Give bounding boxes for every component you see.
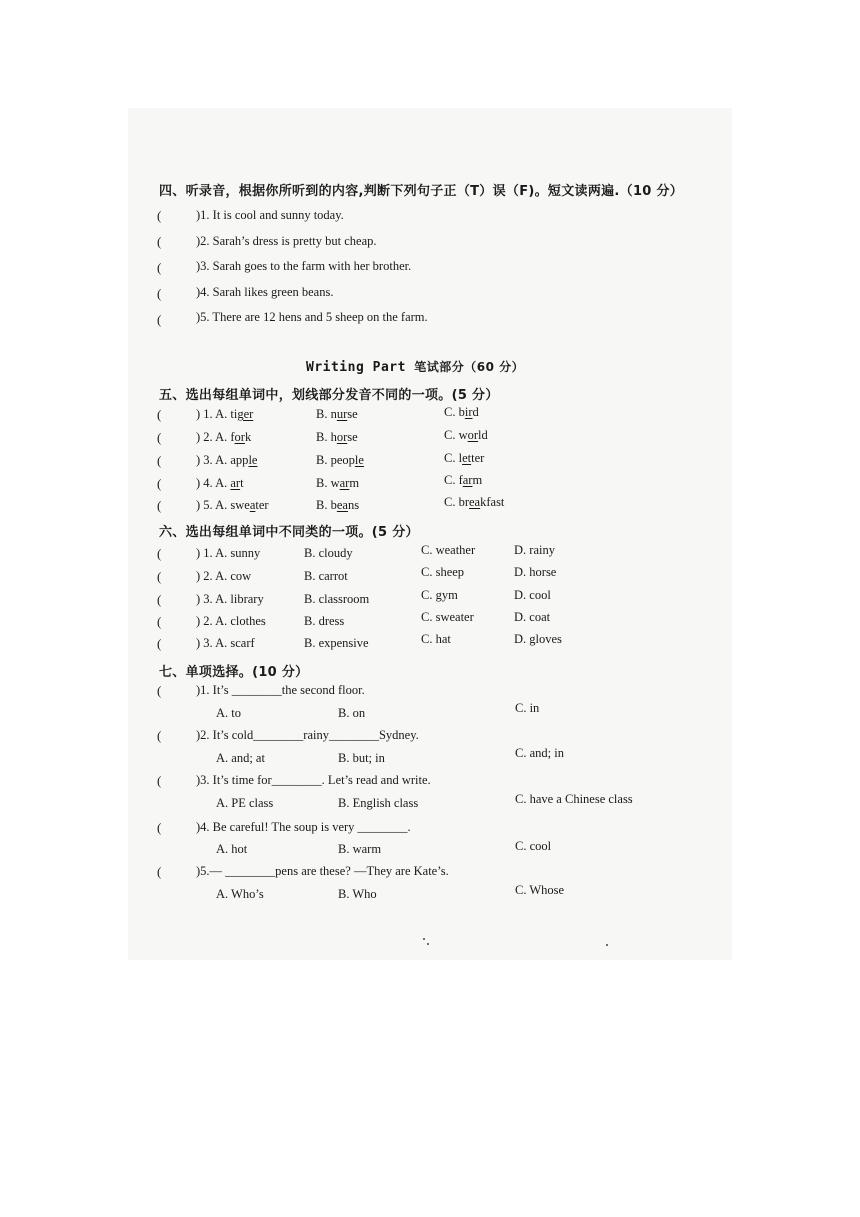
answer-paren: (: [157, 260, 162, 275]
word-part: kfast: [480, 495, 505, 509]
word-part: swe: [230, 498, 250, 512]
answer-paren: (: [157, 773, 162, 788]
option-b: B. on: [338, 706, 366, 720]
scan-speck: [427, 943, 429, 945]
word-part: ld: [478, 428, 488, 442]
option-b: B. Who: [338, 887, 377, 901]
word-part: C. br: [444, 495, 469, 509]
word-part: t: [240, 476, 244, 490]
item-number: ) 1. A.: [196, 407, 231, 421]
writing-part-en: Writing Part: [306, 360, 406, 375]
answer-paren: (: [157, 614, 162, 629]
word-part: ti: [230, 407, 238, 421]
option-b: B. cloudy: [304, 546, 353, 560]
question-4-5: )5. There are 12 hens and 5 sheep on the farm.: [196, 310, 428, 324]
option-c: [444, 473, 482, 488]
answer-paren: (: [157, 636, 162, 651]
word-part: C. f: [444, 473, 463, 487]
question-text: )5.— ________pens are these? —They are Kate’s.: [196, 864, 449, 878]
question-text: )3. It’s time for________. Let’s read and write.: [196, 773, 431, 787]
option-a: [196, 453, 257, 468]
word-part: B. peop: [316, 453, 355, 467]
answer-paren: (: [157, 683, 162, 698]
option-c: C. Whose: [515, 883, 565, 897]
underlined-part: ea: [336, 498, 348, 512]
option-b: [316, 476, 359, 491]
option-a: [196, 476, 244, 491]
option-b: B. English class: [338, 796, 419, 810]
word-part: app: [230, 453, 249, 467]
option-d: D. rainy: [514, 543, 555, 557]
option-a: ) 3. A. library: [196, 592, 264, 606]
section7-heading: 七、单项选择。(10 分）: [159, 665, 309, 680]
option-a: ) 1. A. sunny: [196, 546, 261, 560]
word-part: ter: [471, 451, 485, 465]
writing-part-cn: 笔试部分（60 分）: [414, 360, 525, 374]
answer-paren: (: [157, 728, 162, 743]
word-part: k: [244, 430, 252, 444]
option-c: [444, 451, 484, 466]
question-4-2: )2. Sarah’s dress is pretty but cheap.: [196, 234, 377, 248]
option-b: [316, 430, 358, 445]
underlined-part: ur: [336, 407, 348, 421]
word-part: B. h: [316, 430, 337, 444]
word-part: B. b: [316, 498, 337, 512]
option-c: [444, 495, 504, 510]
underlined-part: ar: [462, 473, 473, 487]
answer-paren: (: [157, 592, 162, 607]
answer-paren: (: [157, 407, 162, 422]
scan-speck: [423, 938, 425, 940]
word-part: m: [349, 476, 360, 490]
underlined-part: or: [336, 430, 348, 444]
option-a: [196, 407, 253, 422]
section4-heading: 四、听录音，根据你所听到的内容,判断下列句子正（T）误（F)。短文读两遍.（10 分）: [159, 184, 684, 199]
option-d: D. cool: [514, 588, 551, 602]
question-text: )1. It’s ________the second floor.: [196, 683, 365, 697]
option-c: C. sweater: [421, 610, 474, 624]
word-part: C. b: [444, 405, 465, 419]
option-b: [316, 453, 364, 468]
underlined-part: ea: [469, 495, 481, 509]
word-part: C. w: [444, 428, 468, 442]
option-c: [444, 428, 488, 443]
underlined-part: ar: [230, 476, 241, 490]
word-part: B. n: [316, 407, 337, 421]
underlined-part: le: [248, 453, 258, 467]
word-part: f: [230, 430, 235, 444]
question-4-1: )1. It is cool and sunny today.: [196, 208, 344, 222]
option-a: [196, 498, 269, 513]
answer-paren: (: [157, 453, 162, 468]
question-4-4: )4. Sarah likes green beans.: [196, 285, 334, 299]
item-number: ) 5. A.: [196, 498, 231, 512]
option-a: ) 2. A. cow: [196, 569, 252, 583]
option-a: ) 3. A. scarf: [196, 636, 255, 650]
underlined-part: le: [354, 453, 364, 467]
section6-heading: 六、选出每组单词中不同类的一项。(5 分）: [159, 525, 419, 540]
option-a: [196, 430, 251, 445]
answer-paren: (: [157, 208, 162, 223]
option-d: D. gloves: [514, 632, 562, 646]
scan-speck: [606, 944, 608, 946]
option-c: C. hat: [421, 632, 451, 646]
answer-paren: (: [157, 546, 162, 561]
section5-heading: 五、选出每组单词中，划线部分发音不同的一项。(5 分）: [159, 388, 499, 403]
word-part: m: [472, 473, 483, 487]
question-4-3: )3. Sarah goes to the farm with her brother.: [196, 259, 412, 273]
option-c: C. and; in: [515, 746, 564, 760]
option-b: B. but; in: [338, 751, 385, 765]
answer-paren: (: [157, 569, 162, 584]
word-part: C. l: [444, 451, 463, 465]
underlined-part: ger: [237, 407, 254, 421]
option-b: [316, 407, 358, 422]
word-part: ns: [347, 498, 360, 512]
option-a: ) 2. A. clothes: [196, 614, 266, 628]
option-c: C. sheep: [421, 565, 465, 579]
item-number: ) 2. A.: [196, 430, 231, 444]
answer-paren: (: [157, 234, 162, 249]
question-text: )4. Be careful! The soup is very ________.: [196, 820, 411, 834]
answer-paren: (: [157, 820, 162, 835]
underlined-part: ir: [464, 405, 473, 419]
option-a: A. and; at: [216, 751, 265, 765]
item-number: ) 4. A.: [196, 476, 231, 490]
answer-paren: (: [157, 476, 162, 491]
option-b: [316, 498, 359, 513]
answer-paren: (: [157, 864, 162, 879]
option-c: C. in: [515, 701, 540, 715]
option-b: B. carrot: [304, 569, 348, 583]
option-c: C. cool: [515, 839, 552, 853]
option-c: C. gym: [421, 588, 458, 602]
option-a: A. to: [216, 706, 241, 720]
option-d: D. coat: [514, 610, 551, 624]
writing-part-title: [306, 358, 524, 375]
question-text: )2. It’s cold________rainy________Sydney.: [196, 728, 419, 742]
underlined-part: ar: [339, 476, 350, 490]
option-a: A. PE class: [216, 796, 274, 810]
option-b: B. warm: [338, 842, 382, 856]
option-c: C. have a Chinese class: [515, 792, 633, 806]
option-c: C. weather: [421, 543, 476, 557]
answer-paren: (: [157, 312, 162, 327]
option-b: B. classroom: [304, 592, 370, 606]
word-part: se: [347, 430, 358, 444]
underlined-part: a: [249, 498, 256, 512]
underlined-part: et: [462, 451, 472, 465]
word-part: se: [347, 407, 358, 421]
option-c: [444, 405, 479, 420]
word-part: ter: [255, 498, 269, 512]
option-a: A. Who’s: [216, 887, 264, 901]
option-a: A. hot: [216, 842, 248, 856]
option-d: D. horse: [514, 565, 557, 579]
answer-paren: (: [157, 286, 162, 301]
answer-paren: (: [157, 430, 162, 445]
item-number: ) 3. A.: [196, 453, 231, 467]
option-b: B. expensive: [304, 636, 369, 650]
answer-paren: (: [157, 498, 162, 513]
underlined-part: or: [234, 430, 245, 444]
underlined-part: or: [467, 428, 479, 442]
option-b: B. dress: [304, 614, 345, 628]
word-part: B. w: [316, 476, 340, 490]
word-part: d: [472, 405, 479, 419]
